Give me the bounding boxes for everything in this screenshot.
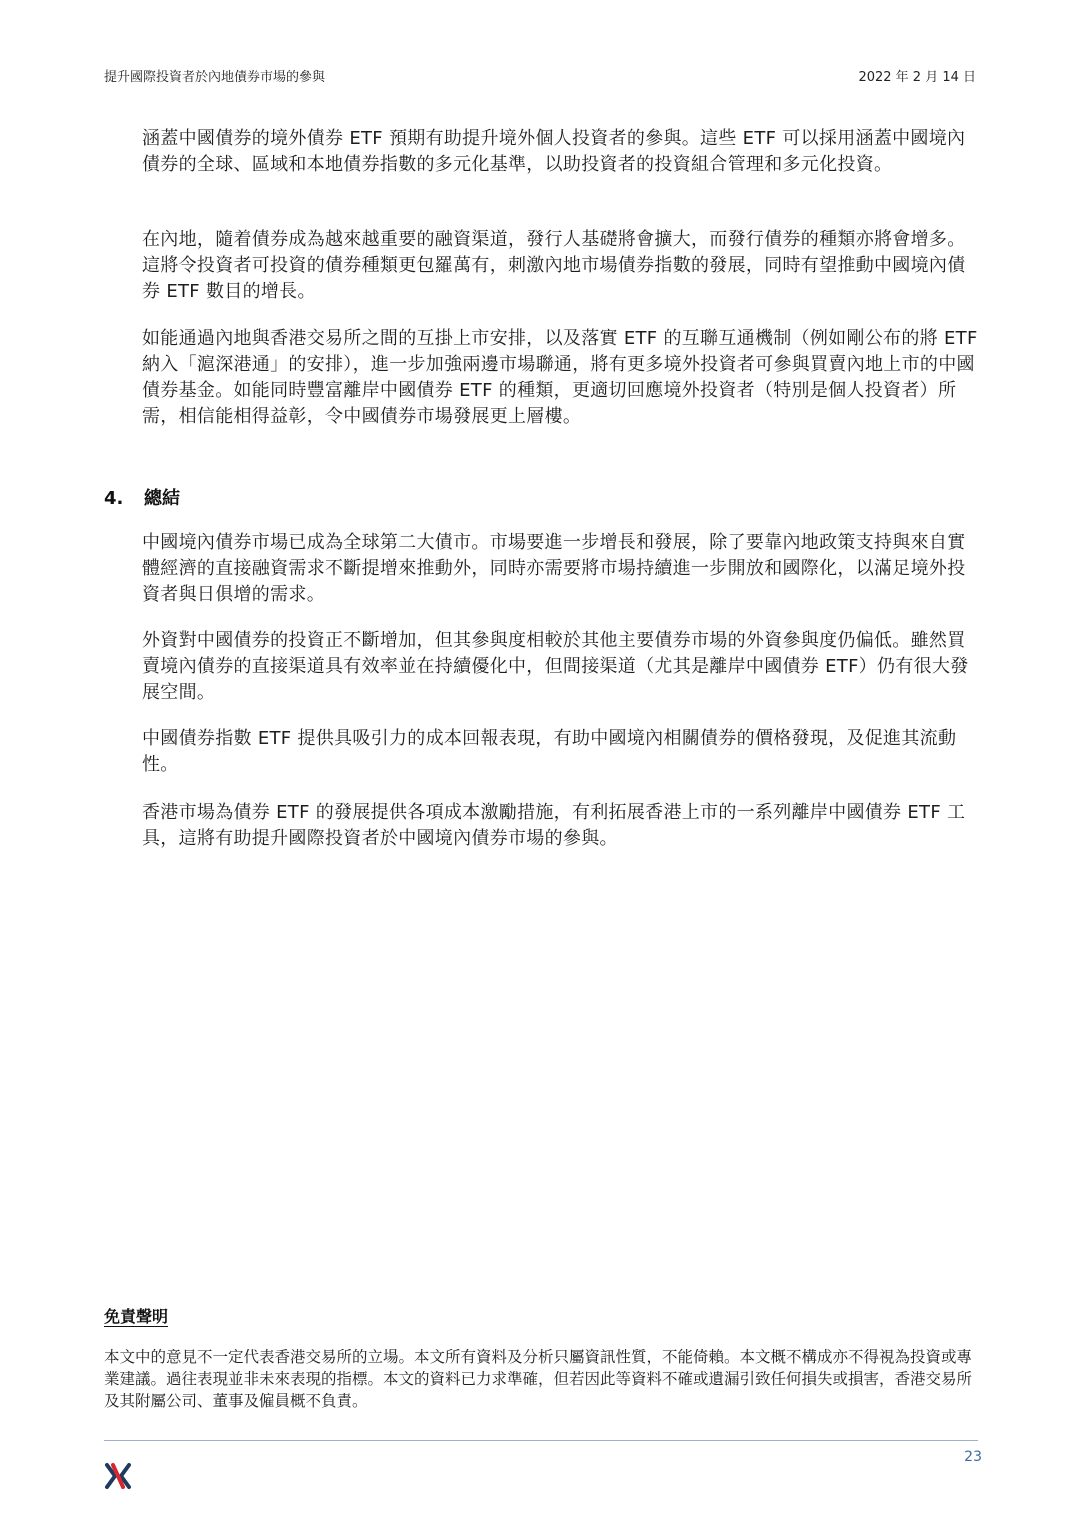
body-paragraph: 如能通過內地與香港交易所之間的互掛上市安排，以及落實 ETF 的互聯互通機制（例如剛公布的將 ETF 納入「滬深港通」的安排），進一步加強兩邊市場聯通，將有更多境外投資者可參與買賣內地上市的中國債券基金。如能同時豐富離岸中國債券 ETF 的種類，更適切回應境外投資者（特別是個人投資者）所需，相信能相得益彰，令中國債券市場發展更上層樓。: [142, 328, 978, 427]
disclaimer-title: 免責聲明: [104, 1307, 169, 1326]
body-paragraph: 涵蓋中國債券的境外債券 ETF 預期有助提升境外個人投資者的參與。這些 ETF 可以採用涵蓋中國境內債券的全球、區域和本地債券指數的多元化基準，以助投資者的投資組合管理和多元化投資。: [142, 128, 966, 175]
document-date: 2022 年 2 月 14 日: [858, 70, 976, 85]
disclaimer-text: 本文中的意見不一定代表香港交易所的立場。本文所有資料及分析只屬資訊性質，不能倚賴。本文概不構成亦不得視為投資或專業建議。過往表現並非未來表現的指標。本文的資料已力求準確，但若因此等資料不確或遺漏引致任何損失或損害，香港交易所及其附屬公司、董事及僱員概不負責。: [104, 1348, 973, 1410]
hkex-x-logo-icon: [104, 1462, 132, 1490]
summary-paragraph: 外資對中國債券的投資正不斷增加，但其參與度相較於其他主要債券市場的外資參與度仍偏低。雖然買賣境內債券的直接渠道具有效率並在持續優化中，但間接渠道（尤其是離岸中國債券 ETF）仍有很大發展空間。: [142, 630, 969, 703]
page-header: [104, 66, 976, 86]
page-number: 23: [964, 1449, 982, 1465]
summary-paragraph: 中國境內債券市場已成為全球第二大債市。市場要進一步增長和發展，除了要靠內地政策支持與來自實體經濟的直接融資需求不斷提增來推動外，同時亦需要將市場持續進一步開放和國際化，以滿足境外投資者與日俱增的需求。: [142, 532, 966, 605]
summary-paragraph: 中國債券指數 ETF 提供具吸引力的成本回報表現，有助中國境內相關債券的價格發現，及促進其流動性。: [142, 728, 957, 775]
footer-divider: [104, 1440, 978, 1441]
section-title: 總結: [144, 488, 180, 509]
document-title: 提升國際投資者於內地債券市場的參與: [104, 70, 326, 85]
section-number: 4.: [104, 488, 124, 509]
body-paragraph: 在內地，隨着債券成為越來越重要的融資渠道，發行人基礎將會擴大，而發行債券的種類亦將會增多。這將令投資者可投資的債券種類更包羅萬有，刺激內地市場債券指數的發展，同時有望推動中國境內債券 ETF 數目的增長。: [142, 229, 966, 302]
summary-paragraph: 香港市場為債券 ETF 的發展提供各項成本激勵措施，有利拓展香港上市的一系列離岸中國債券 ETF 工具，這將有助提升國際投資者於中國境內債券市場的參與。: [142, 802, 966, 849]
section-heading: [104, 484, 180, 510]
